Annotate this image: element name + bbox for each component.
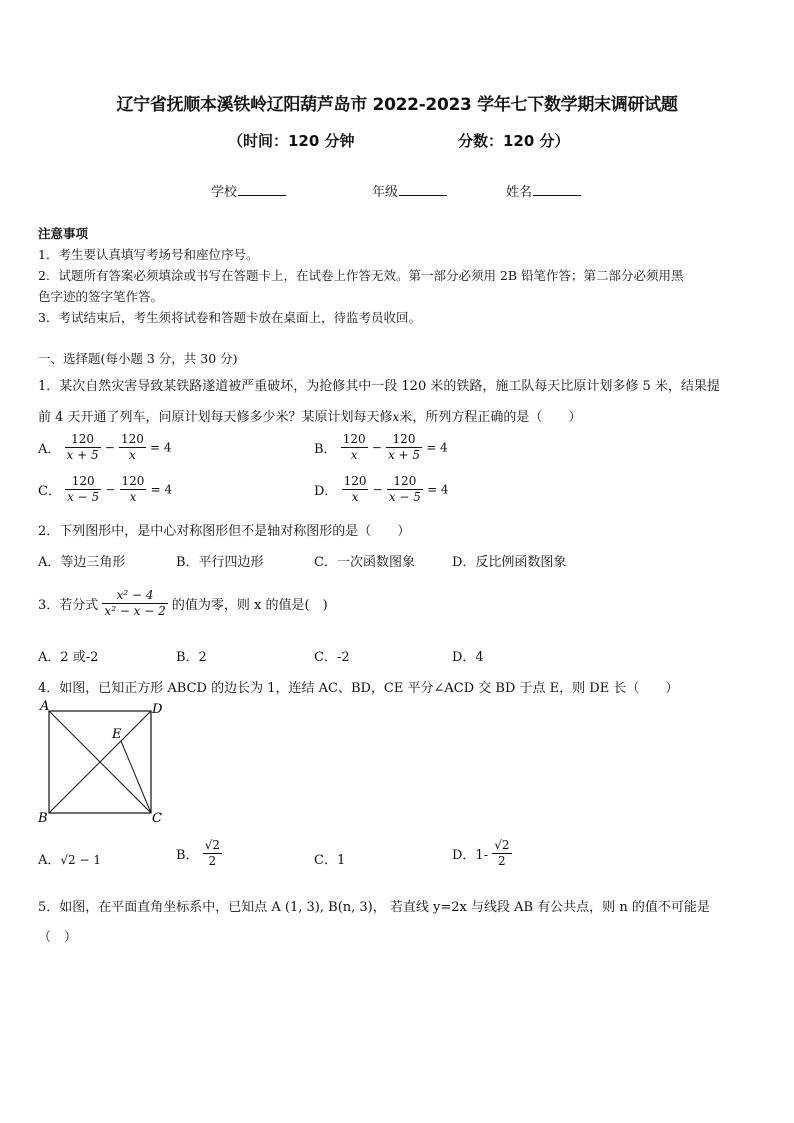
minus: − [372, 482, 383, 497]
q3-option-b: B．2 [176, 650, 207, 665]
q4-option-c: C．1 [314, 853, 346, 868]
equals: = 4 [427, 482, 449, 497]
q4-option-a [38, 849, 101, 868]
label-d: D [152, 702, 163, 717]
denominator: x + 5 [66, 448, 99, 462]
question-2: 2．下列图形中，是中心对称图形但不是轴对称图形的是（ ） [38, 524, 411, 539]
label-c: C [152, 811, 162, 826]
numerator: √2 [494, 838, 510, 852]
note-item: 1．考生要认真填写考场号和座位序号。 [38, 247, 259, 262]
name-label: 姓名 [506, 185, 533, 200]
minus: − [104, 440, 115, 455]
denominator: x [129, 448, 136, 462]
numerator: 120 [387, 474, 423, 490]
question-1-text: 前 4 天开通了列车，问原计划每天修多少米？某原计划每天修 [38, 410, 393, 425]
question-1-line2 [38, 406, 581, 425]
q4-option-d [452, 838, 512, 869]
numerator: 120 [386, 432, 422, 448]
q3-option-a: A．2 或-2 [38, 650, 99, 665]
question-1-text-end: 米，所列方程正确的是（ ） [399, 410, 582, 425]
note-item: 2．试题所有答案必须填涂或书写在答题卡上，在试卷上作答无效。第一部分必须用 2B 铅笔作答；第二部分必须用黑 [38, 268, 684, 283]
variable-x: x [392, 410, 400, 424]
equals: = 4 [150, 440, 172, 455]
denominator: 2 [498, 854, 506, 868]
q3-option-d: D．4 [452, 650, 484, 665]
square-diagram [30, 698, 170, 828]
denominator: x [351, 490, 359, 504]
q2-option-d: D．反比例函数图象 [452, 555, 567, 570]
option-label: A． [38, 442, 61, 457]
option-label: A． [38, 853, 61, 868]
fraction [342, 474, 369, 505]
fraction [120, 474, 147, 505]
denominator: x − 5 [67, 490, 100, 504]
numerator: 120 [120, 432, 144, 446]
question-3-pre: 3．若分式 [38, 598, 99, 613]
denominator: x − 5 [388, 490, 421, 504]
label-e: E [112, 727, 122, 742]
equals: = 4 [150, 482, 173, 497]
option-label: B． [314, 442, 337, 457]
q1-option-a [38, 432, 172, 463]
denominator: x + 5 [387, 448, 421, 462]
question-5-line1: 5．如图，在平面直角坐标系中，已知点 A (1, 3), B(n, 3)， 若直线 y=2x 与线段 AB 有公共点，则 n 的值不可能是 [38, 900, 710, 915]
note-item: 3．考试结束后，考生须将试卷和答题卡放在桌面上，待监考员收回。 [38, 310, 421, 325]
label-b: B [38, 811, 48, 826]
note-item: 色字迹的签字笔作答。 [38, 289, 164, 304]
fraction [203, 838, 222, 869]
option-label: C． [38, 484, 61, 499]
q1-option-d [314, 474, 449, 505]
fraction [492, 838, 511, 869]
question-3-post: 的值为零，则 x 的值是( ) [171, 598, 328, 613]
minus: − [105, 482, 116, 497]
option-value: √2 − 1 [60, 853, 101, 867]
school-field [211, 181, 286, 200]
exam-score: 分数：120 分） [458, 132, 570, 150]
numerator: √2 [204, 838, 220, 852]
q2-option-a: A．等边三角形 [38, 555, 126, 570]
denominator: x [350, 448, 358, 462]
fraction [341, 432, 368, 463]
option-label: B． [176, 848, 199, 863]
grade-blank [399, 185, 447, 196]
denominator: 2 [208, 854, 217, 868]
notes-heading: 注意事项 [38, 226, 89, 241]
numerator: 120 [65, 474, 101, 490]
denominator: x² − x − 2 [104, 604, 166, 618]
fraction [119, 432, 146, 463]
numerator: 120 [343, 474, 367, 488]
exam-title: 辽宁省抚顺本溪铁岭辽阳葫芦岛市 2022-2023 学年七下数学期末调研试题 [116, 95, 678, 115]
q1-option-c [38, 474, 172, 505]
numerator: 120 [65, 432, 101, 448]
q4-option-b [176, 838, 222, 869]
equals: = 4 [426, 440, 448, 455]
exam-time: （时间：120 分钟 [228, 132, 355, 150]
denominator: x [129, 490, 137, 504]
name-blank [533, 185, 581, 196]
q3-option-c: C．-2 [314, 650, 350, 665]
numerator: x² − 4 [102, 588, 167, 604]
fraction [65, 432, 101, 463]
q1-option-b [314, 432, 448, 463]
option-label: D． [314, 484, 338, 499]
name-field [506, 181, 581, 200]
school-blank [238, 185, 286, 196]
question-3 [38, 588, 328, 619]
q2-option-b: B．平行四边形 [176, 555, 264, 570]
option-label: D．1- [452, 848, 489, 863]
question-1-line1: 1．某次自然灾害导致某铁路遂道被严重破坏，为抢修其中一段 120 米的铁路，施工队每天比原计划多修 5 米，结果提 [38, 379, 720, 394]
numerator: 120 [342, 432, 366, 446]
grade-label: 年级 [372, 185, 399, 200]
label-a: A [40, 699, 50, 714]
q2-option-c: C．一次函数图象 [314, 555, 415, 570]
section-heading: 一、选择题(每小题 3 分，共 30 分) [38, 351, 238, 366]
question-5-line2: （ ） [38, 930, 78, 945]
fraction [65, 474, 101, 505]
question-4: 4．如图，已知正方形 ABCD 的边长为 1，连结 AC、BD，CE 平分∠ACD 交 BD 于点 E，则 DE 长（ ） [38, 681, 679, 696]
numerator: 120 [121, 474, 145, 488]
school-label: 学校 [211, 185, 238, 200]
segment-ce [121, 741, 151, 813]
fraction [386, 432, 422, 463]
grade-field [372, 181, 447, 200]
fraction [102, 588, 167, 619]
minus: − [371, 440, 382, 455]
fraction [387, 474, 423, 505]
